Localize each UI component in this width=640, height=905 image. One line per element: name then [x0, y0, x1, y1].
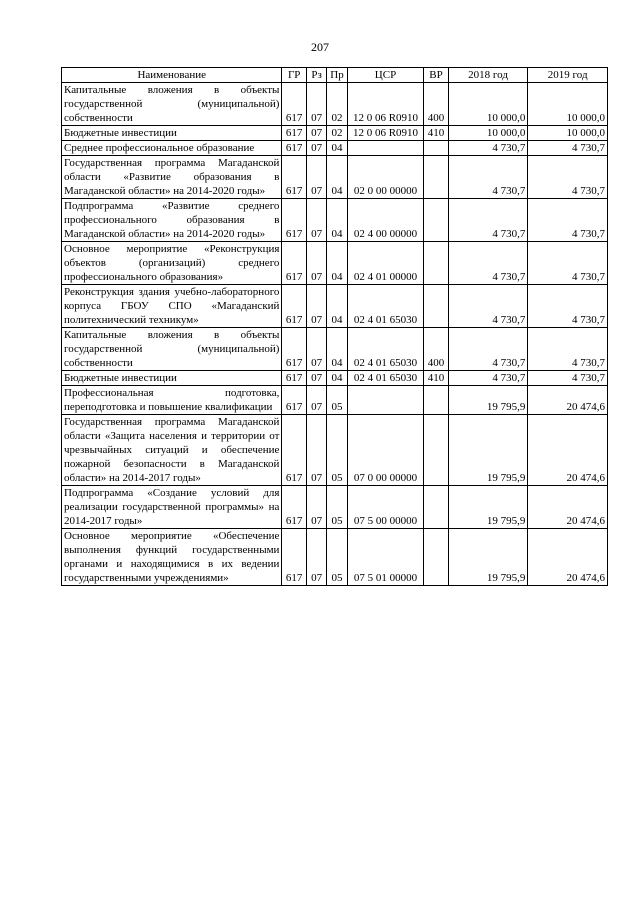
row-2019: 4 730,7: [528, 199, 608, 242]
table-row: [62, 83, 608, 126]
row-pr: 04: [327, 371, 347, 386]
row-name: Бюджетные инвестиции: [62, 371, 282, 386]
row-rz: 07: [306, 83, 326, 126]
row-vr: [424, 285, 448, 328]
row-csr: 12 0 06 R0910: [347, 126, 424, 141]
row-name: Основное мероприятие «Обеспечение выполнения функций государственными органами и находящимися в их ведении государственными учреждениями»: [62, 529, 282, 586]
row-gr: 617: [282, 386, 306, 415]
row-csr: 12 0 06 R0910: [347, 83, 424, 126]
row-rz: 07: [306, 199, 326, 242]
row-pr: 05: [327, 486, 347, 529]
header-2019: 2019 год: [528, 68, 608, 83]
row-csr: 02 4 01 65030: [347, 371, 424, 386]
table-row: [62, 199, 608, 242]
row-name: Подпрограмма «Развитие среднего профессионального образования в Магаданской области» на 2014-2020 годы»: [62, 199, 282, 242]
row-2018: 4 730,7: [448, 156, 528, 199]
row-2019: 10 000,0: [528, 126, 608, 141]
row-gr: 617: [282, 242, 306, 285]
row-pr: 02: [327, 83, 347, 126]
row-rz: 07: [306, 328, 326, 371]
row-2019: 4 730,7: [528, 328, 608, 371]
row-name: Государственная программа Магаданской области «Развитие образования в Магаданской области» на 2014-2020 годы»: [62, 156, 282, 199]
row-rz: 07: [306, 529, 326, 586]
table-row: [62, 242, 608, 285]
row-gr: 617: [282, 415, 306, 486]
table-row: [62, 415, 608, 486]
row-2018: 19 795,9: [448, 386, 528, 415]
header-csr: ЦСР: [347, 68, 424, 83]
row-name: Основное мероприятие «Реконструкция объектов (организаций) среднего профессионального образования»: [62, 242, 282, 285]
row-rz: 07: [306, 285, 326, 328]
row-2018: 4 730,7: [448, 199, 528, 242]
table-row: [62, 529, 608, 586]
header-pr: Пр: [327, 68, 347, 83]
row-vr: [424, 415, 448, 486]
row-pr: 04: [327, 285, 347, 328]
row-vr: [424, 242, 448, 285]
row-vr: 410: [424, 371, 448, 386]
header-2018: 2018 год: [448, 68, 528, 83]
table-row: [62, 141, 608, 156]
row-2018: 4 730,7: [448, 141, 528, 156]
row-vr: [424, 486, 448, 529]
row-pr: 04: [327, 156, 347, 199]
row-csr: 07 5 00 00000: [347, 486, 424, 529]
header-name: Наименование: [62, 68, 282, 83]
row-csr: 02 4 00 00000: [347, 199, 424, 242]
row-name: Профессиональная подготовка, переподготовка и повышение квалификации: [62, 386, 282, 415]
row-vr: [424, 199, 448, 242]
row-gr: 617: [282, 285, 306, 328]
row-pr: 04: [327, 328, 347, 371]
row-vr: [424, 141, 448, 156]
table-row: [62, 371, 608, 386]
row-gr: 617: [282, 126, 306, 141]
row-rz: 07: [306, 126, 326, 141]
row-2019: 4 730,7: [528, 371, 608, 386]
row-gr: 617: [282, 156, 306, 199]
row-pr: 04: [327, 141, 347, 156]
row-vr: 410: [424, 126, 448, 141]
row-gr: 617: [282, 486, 306, 529]
row-csr: 02 4 01 65030: [347, 285, 424, 328]
row-rz: 07: [306, 156, 326, 199]
row-vr: [424, 386, 448, 415]
row-csr: 07 0 00 00000: [347, 415, 424, 486]
row-vr: [424, 156, 448, 199]
row-gr: 617: [282, 199, 306, 242]
table-row: [62, 126, 608, 141]
row-pr: 04: [327, 199, 347, 242]
row-2018: 19 795,9: [448, 415, 528, 486]
row-2019: 10 000,0: [528, 83, 608, 126]
row-2018: 19 795,9: [448, 486, 528, 529]
row-pr: 05: [327, 529, 347, 586]
row-name: Капитальные вложения в объекты государственной (муниципальной) собственности: [62, 83, 282, 126]
row-csr: 07 5 01 00000: [347, 529, 424, 586]
row-rz: 07: [306, 386, 326, 415]
row-vr: 400: [424, 83, 448, 126]
budget-table: [61, 67, 608, 586]
row-csr: [347, 141, 424, 156]
row-2019: 4 730,7: [528, 242, 608, 285]
row-gr: 617: [282, 83, 306, 126]
row-2019: 20 474,6: [528, 529, 608, 586]
row-csr: 02 4 01 00000: [347, 242, 424, 285]
row-pr: 04: [327, 242, 347, 285]
row-2018: 19 795,9: [448, 529, 528, 586]
header-vr: ВР: [424, 68, 448, 83]
row-csr: [347, 386, 424, 415]
row-2018: 4 730,7: [448, 328, 528, 371]
row-name: Подпрограмма «Создание условий для реализации государственной программы» на 2014-2017 годы»: [62, 486, 282, 529]
row-name: Реконструкция здания учебно-лабораторного корпуса ГБОУ СПО «Магаданский политехнический техникум»: [62, 285, 282, 328]
table-row: [62, 285, 608, 328]
header-gr: ГР: [282, 68, 306, 83]
row-2019: 4 730,7: [528, 285, 608, 328]
row-rz: 07: [306, 242, 326, 285]
row-gr: 617: [282, 371, 306, 386]
row-gr: 617: [282, 141, 306, 156]
row-rz: 07: [306, 141, 326, 156]
row-rz: 07: [306, 371, 326, 386]
row-2019: 4 730,7: [528, 141, 608, 156]
row-pr: 05: [327, 386, 347, 415]
table-row: [62, 386, 608, 415]
table-row: [62, 328, 608, 371]
page-number: 207: [311, 40, 329, 54]
row-2018: 10 000,0: [448, 126, 528, 141]
header-rz: Рз: [306, 68, 326, 83]
row-vr: 400: [424, 328, 448, 371]
row-2018: 10 000,0: [448, 83, 528, 126]
row-name: Среднее профессиональное образование: [62, 141, 282, 156]
row-rz: 07: [306, 486, 326, 529]
row-rz: 07: [306, 415, 326, 486]
row-csr: 02 0 00 00000: [347, 156, 424, 199]
row-pr: 02: [327, 126, 347, 141]
table-header-row: [62, 68, 608, 83]
row-2019: 20 474,6: [528, 415, 608, 486]
table-row: [62, 486, 608, 529]
row-2019: 4 730,7: [528, 156, 608, 199]
row-pr: 05: [327, 415, 347, 486]
row-name: Бюджетные инвестиции: [62, 126, 282, 141]
row-2019: 20 474,6: [528, 386, 608, 415]
row-vr: [424, 529, 448, 586]
row-gr: 617: [282, 529, 306, 586]
row-2018: 4 730,7: [448, 371, 528, 386]
row-2018: 4 730,7: [448, 242, 528, 285]
row-csr: 02 4 01 65030: [347, 328, 424, 371]
row-name: Государственная программа Магаданской области «Защита населения и территории от чрезвычайных ситуаций и обеспечение пожарной безопасности в Магаданской области» на 2014-2017 годы»: [62, 415, 282, 486]
row-2019: 20 474,6: [528, 486, 608, 529]
row-2018: 4 730,7: [448, 285, 528, 328]
row-gr: 617: [282, 328, 306, 371]
table-row: [62, 156, 608, 199]
row-name: Капитальные вложения в объекты государственной (муниципальной) собственности: [62, 328, 282, 371]
